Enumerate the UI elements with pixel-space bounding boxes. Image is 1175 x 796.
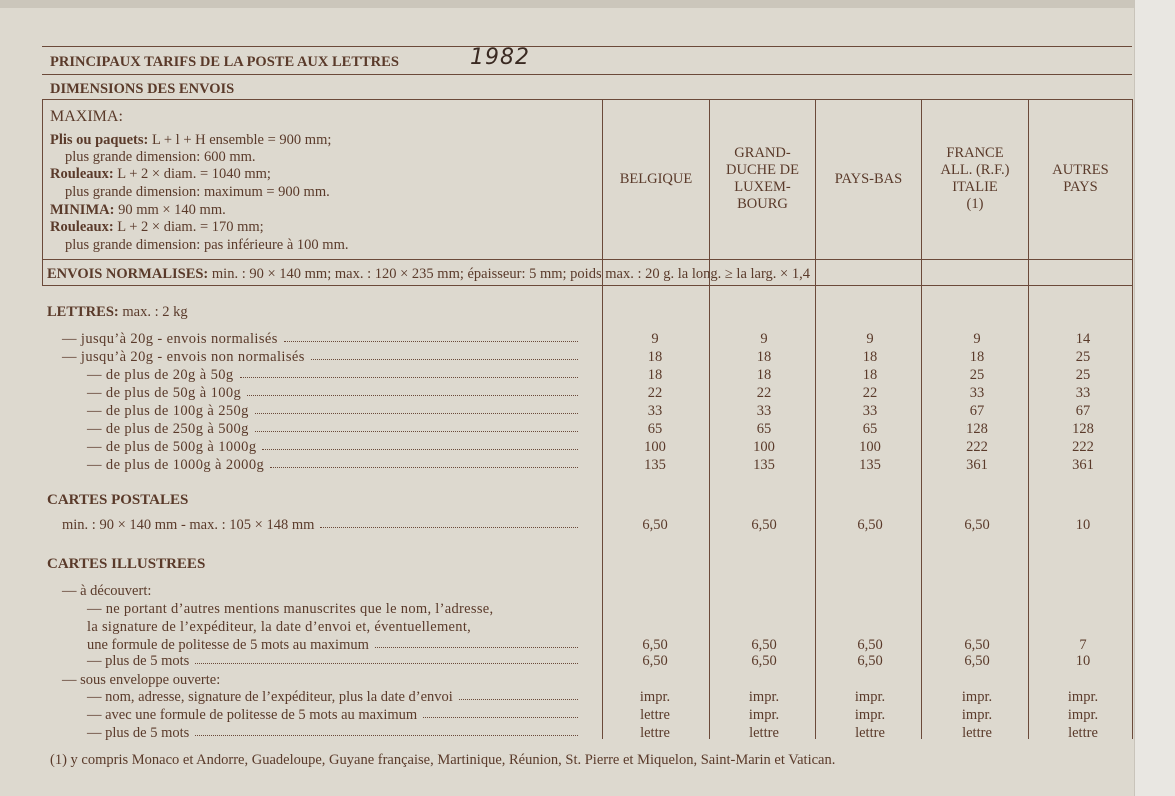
row-label: — de plus de 1000g à 2000g [87, 457, 265, 473]
dot-leader [195, 735, 578, 736]
col-france-line: ITALIE [952, 179, 998, 195]
dot-leader [375, 647, 578, 648]
row-label: — nom, adresse, signature de l’expéditeur, plus la date d’envoi [87, 689, 453, 705]
row-value: 25 [1075, 367, 1091, 383]
row-value: 6,50 [751, 517, 777, 533]
maxima-title: MAXIMA: [50, 108, 123, 125]
row-value: 135 [859, 457, 881, 473]
decouvert-label: — à découvert: [62, 583, 152, 599]
section-subtitle: DIMENSIONS DES ENVOIS [50, 81, 235, 97]
rouleaux-text: L + 2 × diam. = 1040 mm; [117, 166, 271, 182]
row-value: lettre [640, 725, 670, 741]
lettres-label: LETTRES: [47, 304, 119, 320]
col-luxembourg [710, 100, 815, 258]
col-luxembourg-line: LUXEM- [734, 179, 791, 195]
row-value: impr. [748, 707, 780, 723]
col-france [922, 100, 1028, 258]
ne-portant-line1: — ne portant d’autres mentions manuscrites que le nom, l’adresse, [87, 601, 494, 617]
row-value: 65 [756, 421, 772, 437]
plis-line2: plus grande dimension: 600 mm. [65, 149, 256, 165]
row-value: 18 [969, 349, 985, 365]
row-value: 33 [862, 403, 878, 419]
row-value: 6,50 [642, 517, 668, 533]
rouleaux2-label: Rouleaux: [50, 219, 114, 235]
row-value: 361 [966, 457, 988, 473]
rouleaux-label: Rouleaux: [50, 166, 114, 182]
col-luxembourg-line: DUCHE DE [726, 162, 799, 178]
row-label: une formule de politesse de 5 mots au maximum [87, 637, 369, 653]
minima-label: MINIMA: [50, 202, 115, 218]
row-value: impr. [748, 689, 780, 705]
rouleaux2-line [50, 219, 264, 236]
row-value: 9 [651, 331, 659, 347]
col-pays-bas [816, 100, 921, 258]
dot-leader [284, 341, 578, 342]
row-value: 6,50 [857, 637, 883, 653]
row-label: — de plus de 100g à 250g [87, 403, 249, 419]
row-value: 18 [647, 367, 663, 383]
table-row [0, 706, 1135, 724]
row-value: 100 [859, 439, 881, 455]
row-value: 6,50 [642, 637, 668, 653]
row-value: 7 [1079, 637, 1087, 653]
cartes-illustrees-heading: CARTES ILLUSTREES [47, 556, 206, 572]
table-row [0, 420, 1135, 438]
row-label: — jusqu’à 20g - envois non normalisés [62, 349, 305, 365]
row-value: impr. [1067, 689, 1099, 705]
dot-leader [459, 699, 578, 700]
row-value: 22 [756, 385, 772, 401]
row-value: 18 [756, 349, 772, 365]
row-value: 18 [862, 367, 878, 383]
row-value: 22 [862, 385, 878, 401]
row-value: 6,50 [751, 637, 777, 653]
row-value: 10 [1075, 653, 1091, 669]
col-france-line: ALL. (R.F.) [940, 162, 1010, 178]
row-label: — de plus de 250g à 500g [87, 421, 249, 437]
row-value: 222 [1072, 439, 1094, 455]
row-value: 14 [1075, 331, 1091, 347]
row-value: 6,50 [751, 653, 777, 669]
row-label: — de plus de 20g à 50g [87, 367, 234, 383]
rule-dimensions [42, 259, 1132, 260]
dot-leader [270, 467, 578, 468]
col-belgique-line: BELGIQUE [619, 170, 693, 187]
row-value: 25 [1075, 349, 1091, 365]
row-value: impr. [1067, 707, 1099, 723]
row-value: 9 [973, 331, 981, 347]
row-value: 128 [966, 421, 988, 437]
table-row [0, 652, 1135, 670]
row-label: — de plus de 50g à 100g [87, 385, 242, 401]
rouleaux-line2: plus grande dimension: maximum = 900 mm. [65, 184, 330, 200]
handwritten-year: 1982 [470, 45, 530, 70]
row-value: 135 [644, 457, 666, 473]
col-france-line: (1) [966, 196, 984, 212]
col-belgique [603, 100, 709, 258]
rouleaux2-text: L + 2 × diam. = 170 mm; [117, 219, 264, 235]
minima-line [50, 202, 226, 219]
row-value: lettre [640, 707, 670, 723]
row-label: — avec une formule de politesse de 5 mots au maximum [87, 707, 418, 723]
row-value: 100 [753, 439, 775, 455]
cartes-postales-heading: CARTES POSTALES [47, 492, 189, 508]
row-value: 33 [756, 403, 772, 419]
ne-portant-line2: la signature de l’expéditeur, la date d’envoi et, éventuellement, [87, 619, 472, 635]
row-value: 135 [753, 457, 775, 473]
dot-leader [195, 663, 578, 664]
row-value: 6,50 [964, 637, 990, 653]
row-value: impr. [854, 707, 886, 723]
row-value: lettre [1068, 725, 1098, 741]
row-value: 22 [647, 385, 663, 401]
rule-title [42, 74, 1132, 75]
row-value: 6,50 [857, 653, 883, 669]
row-value: impr. [961, 707, 993, 723]
dot-leader [320, 527, 578, 528]
col-pays-bas-line: PAYS-BAS [834, 170, 903, 187]
table-row [0, 724, 1135, 742]
row-value: 222 [966, 439, 988, 455]
table-row [0, 366, 1135, 384]
dot-leader [255, 413, 578, 414]
row-value: lettre [962, 725, 992, 741]
row-value: impr. [854, 689, 886, 705]
row-value: 33 [647, 403, 663, 419]
col-luxembourg-line: BOURG [737, 196, 788, 212]
dot-leader [311, 359, 578, 360]
col-autres-line: AUTRES [1052, 162, 1109, 178]
rule-normalises [42, 285, 1132, 286]
row-value: impr. [639, 689, 671, 705]
row-value: 6,50 [964, 653, 990, 669]
row-value: lettre [749, 725, 779, 741]
dot-leader [262, 449, 578, 450]
table-row [0, 330, 1135, 348]
normalises-text: min. : 90 × 140 mm; max. : 120 × 235 mm; épaisseur: 5 mm; poids max. : 20 g. la long. ≥ la larg. × 1,4 [211, 266, 810, 282]
dot-leader [423, 717, 578, 718]
row-value: 65 [862, 421, 878, 437]
next-page-edge [1134, 0, 1175, 796]
row-value: 128 [1072, 421, 1094, 437]
row-value: lettre [855, 725, 885, 741]
row-value: 67 [969, 403, 985, 419]
row-label: — de plus de 500g à 1000g [87, 439, 257, 455]
row-value: 18 [756, 367, 772, 383]
row-value: 18 [862, 349, 878, 365]
row-value: 9 [866, 331, 874, 347]
row-label: — jusqu’à 20g - envois normalisés [62, 331, 278, 347]
row-value: impr. [961, 689, 993, 705]
plis-line [50, 132, 331, 149]
row-value: 361 [1072, 457, 1094, 473]
dot-leader [240, 377, 578, 378]
normalises-label: ENVOIS NORMALISES: [47, 266, 209, 282]
rouleaux2-line2: plus grande dimension: pas inférieure à 100 mm. [65, 237, 349, 253]
table-row [0, 688, 1135, 706]
row-value: 65 [647, 421, 663, 437]
rouleaux-line [50, 166, 271, 183]
vrule-left [42, 99, 43, 286]
row-value: 10 [1075, 517, 1091, 533]
table-row [0, 438, 1135, 456]
row-value: 6,50 [642, 653, 668, 669]
row-value: 33 [969, 385, 985, 401]
row-value: 100 [644, 439, 666, 455]
minima-text: 90 mm × 140 mm. [118, 202, 226, 218]
row-value: 25 [969, 367, 985, 383]
row-label: min. : 90 × 140 mm - max. : 105 × 148 mm [62, 517, 315, 533]
col-autres [1029, 100, 1132, 258]
footnote: (1) y compris Monaco et Andorre, Guadeloupe, Guyane française, Martinique, Réunion, St. Pierre et Miquelon, Saint-Marin et Vatican. [50, 752, 836, 768]
col-autres-line: PAYS [1063, 179, 1098, 195]
row-value: 67 [1075, 403, 1091, 419]
lettres-text: max. : 2 kg [122, 304, 188, 320]
plis-text: L + l + H ensemble = 900 mm; [151, 132, 332, 148]
dot-leader [247, 395, 578, 396]
row-value: 33 [1075, 385, 1091, 401]
enveloppe-label: — sous enveloppe ouverte: [62, 672, 221, 688]
lettres-heading [47, 304, 188, 321]
row-value: 18 [647, 349, 663, 365]
table-row [0, 402, 1135, 420]
page-title: PRINCIPAUX TARIFS DE LA POSTE AUX LETTRES [50, 54, 399, 70]
rule-top [42, 46, 1132, 47]
row-label: — plus de 5 mots [87, 653, 190, 669]
table-row [0, 516, 1135, 534]
table-row [0, 456, 1135, 474]
row-value: 6,50 [857, 517, 883, 533]
table-row [0, 348, 1135, 366]
table-row [0, 384, 1135, 402]
plis-label: Plis ou paquets: [50, 132, 149, 148]
row-value: 6,50 [964, 517, 990, 533]
row-value: 9 [760, 331, 768, 347]
normalises-line [47, 266, 810, 283]
col-france-line: FRANCE [946, 145, 1004, 161]
row-label: — plus de 5 mots [87, 725, 190, 741]
dot-leader [255, 431, 578, 432]
col-luxembourg-line: GRAND- [734, 145, 791, 161]
